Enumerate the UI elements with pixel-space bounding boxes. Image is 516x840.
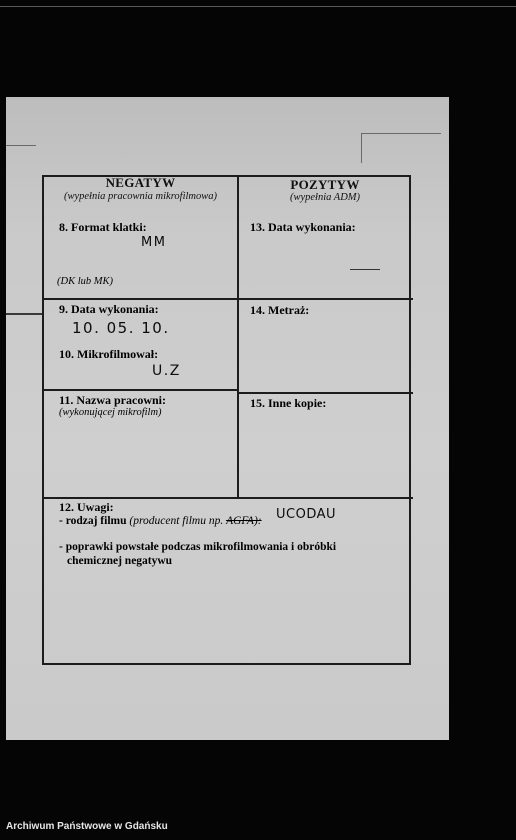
field-nazwa-pracowni-label: 11. Nazwa pracowni:	[59, 393, 166, 407]
field-format-klatki-label: 8. Format klatki:	[59, 220, 147, 234]
scan-artifact	[361, 133, 362, 163]
field-data-wykonania-pozytyw-label: 13. Data wykonania:	[250, 220, 356, 234]
scan-artifact	[6, 145, 36, 146]
pozytyw-header	[237, 177, 413, 207]
field-metraz-label: 14. Metraż:	[250, 303, 310, 317]
column-divider	[237, 177, 239, 497]
row-divider	[44, 389, 237, 391]
scan-artifact	[361, 133, 441, 134]
uwagi-film-type-strike: AGFA):	[226, 515, 262, 527]
row-divider	[44, 497, 413, 499]
uwagi-film-type	[59, 515, 262, 527]
row-divider	[237, 392, 413, 394]
uwagi-film-type-label: - rodzaj filmu	[59, 515, 127, 527]
scan-top-edge	[0, 6, 516, 7]
uwagi-corrections-line1: - poprawki powstałe podczas mikrofilmowania i obróbki	[59, 541, 337, 553]
row-divider	[237, 298, 413, 300]
pozytyw-subtitle: (wypełnia ADM)	[289, 192, 361, 203]
microfilm-record-card	[6, 97, 449, 740]
field-inne-kopie-label: 15. Inne kopie:	[250, 396, 327, 410]
field-mikrofilmowal-label: 10. Mikrofilmował:	[59, 347, 159, 361]
archive-footer-caption: Archiwum Państwowe w Gdańsku	[6, 821, 168, 832]
field-mikrofilmowal-value: U.Z	[152, 363, 181, 379]
field-data-wykonania-label: 9. Data wykonania:	[59, 302, 159, 316]
pen-mark	[350, 269, 380, 270]
field-data-wykonania-value: 10. 05. 10.	[72, 319, 170, 337]
pozytyw-title: POZYTYW	[290, 177, 360, 192]
scan-artifact	[6, 313, 44, 315]
field-format-klatki-value: MM	[141, 235, 167, 250]
record-form-table	[42, 175, 411, 665]
negatyw-subtitle: (wypełnia pracownia mikrofilmowa)	[63, 191, 217, 202]
field-nazwa-pracowni-sub: (wykonującej mikrofilm)	[59, 407, 162, 418]
row-divider	[44, 298, 237, 300]
uwagi-corrections-line2: chemicznej negatywu	[67, 555, 173, 567]
negatyw-header	[44, 177, 237, 207]
field-uwagi-label: 12. Uwagi:	[59, 500, 114, 514]
uwagi-film-type-value: UCODAU	[276, 507, 337, 522]
field-format-klatki-note: (DK lub MK)	[57, 276, 113, 287]
uwagi-film-type-sub: (producent filmu np.	[129, 515, 224, 527]
negatyw-title: NEGATYW	[105, 175, 176, 190]
